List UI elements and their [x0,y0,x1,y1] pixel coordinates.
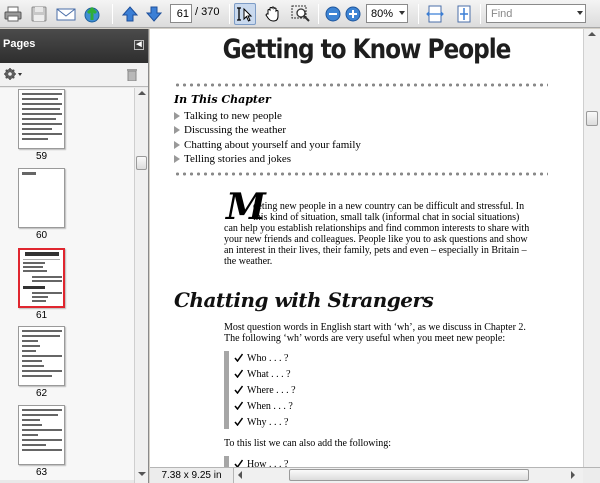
page-thumbnails [0,88,134,480]
gear-icon[interactable] [3,67,23,84]
thumbnail-label: 62 [35,388,48,399]
intro-line: your new friends and colleagues. People like you to ask questions and show [224,234,528,245]
thumbnail-label: 61 [35,310,48,321]
pages-panel-tools [0,63,148,87]
drop-cap: M [226,186,266,228]
wh-word-item: What . . . ? [234,369,291,380]
chapter-item: Telling stories and jokes [174,153,291,165]
thumbnail-label: 63 [35,467,48,478]
page-number-input[interactable] [170,4,192,23]
find-field[interactable] [486,4,586,23]
page-thumbnail[interactable] [18,168,65,228]
chapter-title: Getting to Know People [222,34,511,65]
intro-line: an interest in their lives, their family, pets and even – especially in Britain – [224,245,527,256]
dotted-divider [174,83,548,87]
thumbnail-label: 59 [35,151,48,162]
scroll-up-icon[interactable] [588,32,596,36]
chapter-item: Chatting about yourself and your family [174,139,361,151]
fit-page-icon[interactable] [453,3,475,25]
page-thumbnail[interactable] [18,326,65,386]
find-placeholder: Find [491,7,513,20]
zoom-select[interactable] [366,4,408,23]
chapter-item: Discussing the weather [174,124,286,136]
pages-panel-header [0,29,148,63]
chevron-down-icon [577,11,583,15]
section-heading: Chatting with Strangers [174,288,434,312]
select-tool-icon[interactable] [234,3,256,25]
previous-page-icon[interactable] [119,3,141,25]
list-sidebar-bar [224,351,229,429]
document-page [150,29,583,467]
in-this-chapter-heading: In This Chapter [174,93,271,106]
chapter-item: Talking to new people [174,110,282,122]
zoom-value: 80% [371,7,394,20]
also-line: To this list we can also add the following: [224,438,392,449]
intro-line: can help you establish relationships and find common interests to share with [224,223,530,234]
page-thumbnail[interactable] [18,405,65,465]
hand-tool-icon[interactable] [262,3,284,25]
triangle-bullet-icon [174,141,180,149]
email-icon[interactable] [55,3,77,25]
thumbnail-label: 60 [35,230,48,241]
intro-line: the weather. [224,256,273,267]
document-scroll-thumb[interactable] [586,111,598,126]
next-page-icon[interactable] [143,3,165,25]
delete-page-icon[interactable] [126,68,138,84]
triangle-bullet-icon [174,126,180,134]
save-icon[interactable] [28,3,50,25]
section-line: The following ‘wh’ words are very useful when you meet new people: [224,333,506,344]
checkmark-icon [234,369,243,378]
wh-word-item: Why . . . ? [234,417,288,428]
page-size-label: 7.38 x 9.25 in [150,468,234,483]
page-thumbnail-selected[interactable] [18,248,65,308]
marquee-zoom-icon[interactable] [290,3,312,25]
thumbnails-scrollbar[interactable] [134,88,148,483]
checkmark-icon [234,417,243,426]
chevron-down-icon [399,11,405,15]
share-icon[interactable] [82,3,104,25]
scroll-left-icon[interactable] [238,471,242,479]
document-horizontal-scrollbar[interactable] [234,468,583,483]
checkmark-icon [234,353,243,362]
print-icon[interactable] [2,3,24,25]
pages-panel-title: Pages [3,38,36,50]
triangle-bullet-icon [174,155,180,163]
scroll-down-icon[interactable] [138,472,146,476]
thumbnails-scroll-thumb[interactable] [136,156,147,170]
wh-word-item: Who . . . ? [234,353,288,364]
page-thumbnail[interactable] [18,89,65,149]
document-view [150,29,600,483]
horizontal-scroll-thumb[interactable] [289,469,529,481]
scroll-right-icon[interactable] [571,471,575,479]
zoom-in-icon[interactable] [342,3,364,25]
pages-panel [0,29,149,483]
zoom-out-icon[interactable] [322,3,344,25]
status-bar [150,467,600,483]
wh-word-item: When . . . ? [234,401,293,412]
document-vertical-scrollbar[interactable] [583,29,600,467]
triangle-bullet-icon [174,112,180,120]
collapse-panel-icon[interactable]: ◀ [134,40,144,50]
checkmark-icon [234,385,243,394]
toolbar [0,0,600,28]
dotted-divider [174,172,548,176]
page-total: / 370 [195,6,220,18]
wh-word-item: Where . . . ? [234,385,296,396]
intro-line: this kind of situation, small talk (informal chat in social situations) [253,212,520,223]
section-line: Most question words in English start with ‘wh’, as we discuss in Chapter 2. [224,322,526,333]
wh-word-item: How . . . ? [234,459,288,467]
checkmark-icon [234,401,243,410]
fit-width-icon[interactable] [424,3,446,25]
intro-line: eeting new people in a new country can be difficult and stressful. In [253,201,525,212]
scroll-up-icon[interactable] [138,91,146,95]
checkmark-icon [234,459,243,467]
list-sidebar-bar [224,456,229,467]
